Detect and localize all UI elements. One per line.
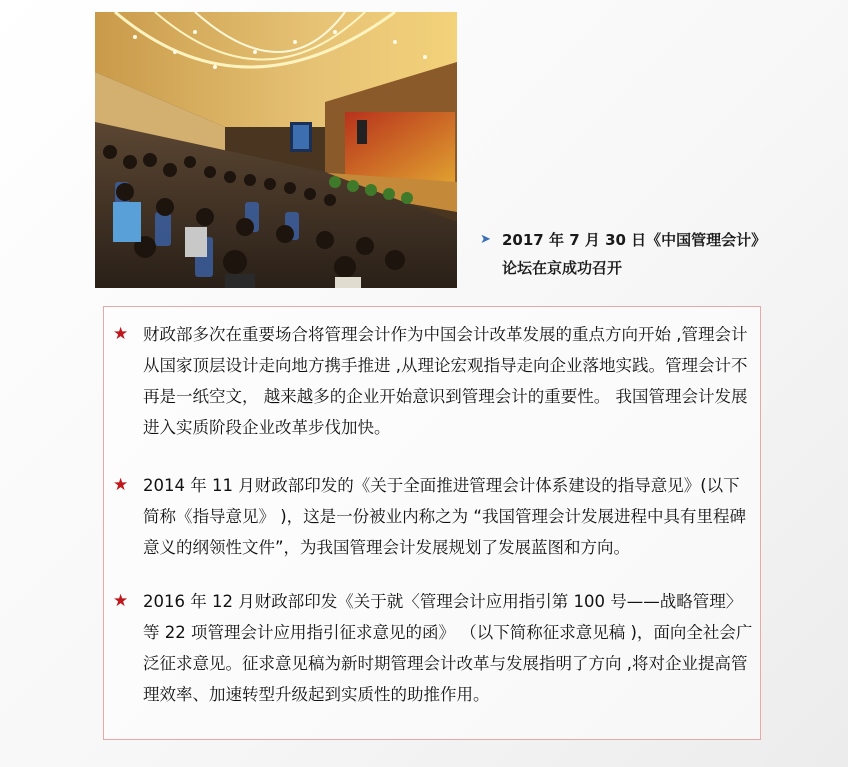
conference-hall-photo [95,12,457,288]
content-panel [103,306,761,740]
item-text: 2014 年 11 月财政部印发的《关于全面推进管理会计体系建设的指导意见》(以下简称《指导意见》 )，这是一份被业内称之为 “我国管理会计发展进程中具有里程碑意义的纲领性文件”，为我国管理会计发展规划了发展蓝图和方向。 [143,476,746,557]
caption-text: 2017 年 7 月 30 日《中国管理会计》 论坛在京成功召开 [502,231,767,277]
star-bullet-icon: ★ [113,324,129,344]
list-item [104,470,744,563]
star-bullet-icon: ★ [113,475,129,495]
item-text: 2016 年 12 月财政部印发《关于就〈管理会计应用指引第 100 号——战略管理〉等 22 项管理会计应用指引征求意见的函》 （以下简称征求意见稿 )，面向全社会广泛征求意见。征求意见稿为新时期管理会计改革与发展指明了方向 ,将对企业提高管理效率、加速转型升级起到实质性的助推作用。 [143,592,753,704]
star-bullet-icon: ★ [113,591,129,611]
arrow-bullet-icon: ➤ [480,232,491,247]
list-item [104,586,753,710]
photo-caption [480,226,780,282]
item-text: 财政部多次在重要场合将管理会计作为中国会计改革发展的重点方向开始 ,管理会计从国家顶层设计走向地方携手推进 ,从理论宏观指导走向企业落地实践。管理会计不再是一纸空文， 越来越多的企业开始意识到管理会计的重要性。 我国管理会计发展进入实质阶段企业改革步伐加快。 [143,325,748,437]
list-item [104,319,748,443]
